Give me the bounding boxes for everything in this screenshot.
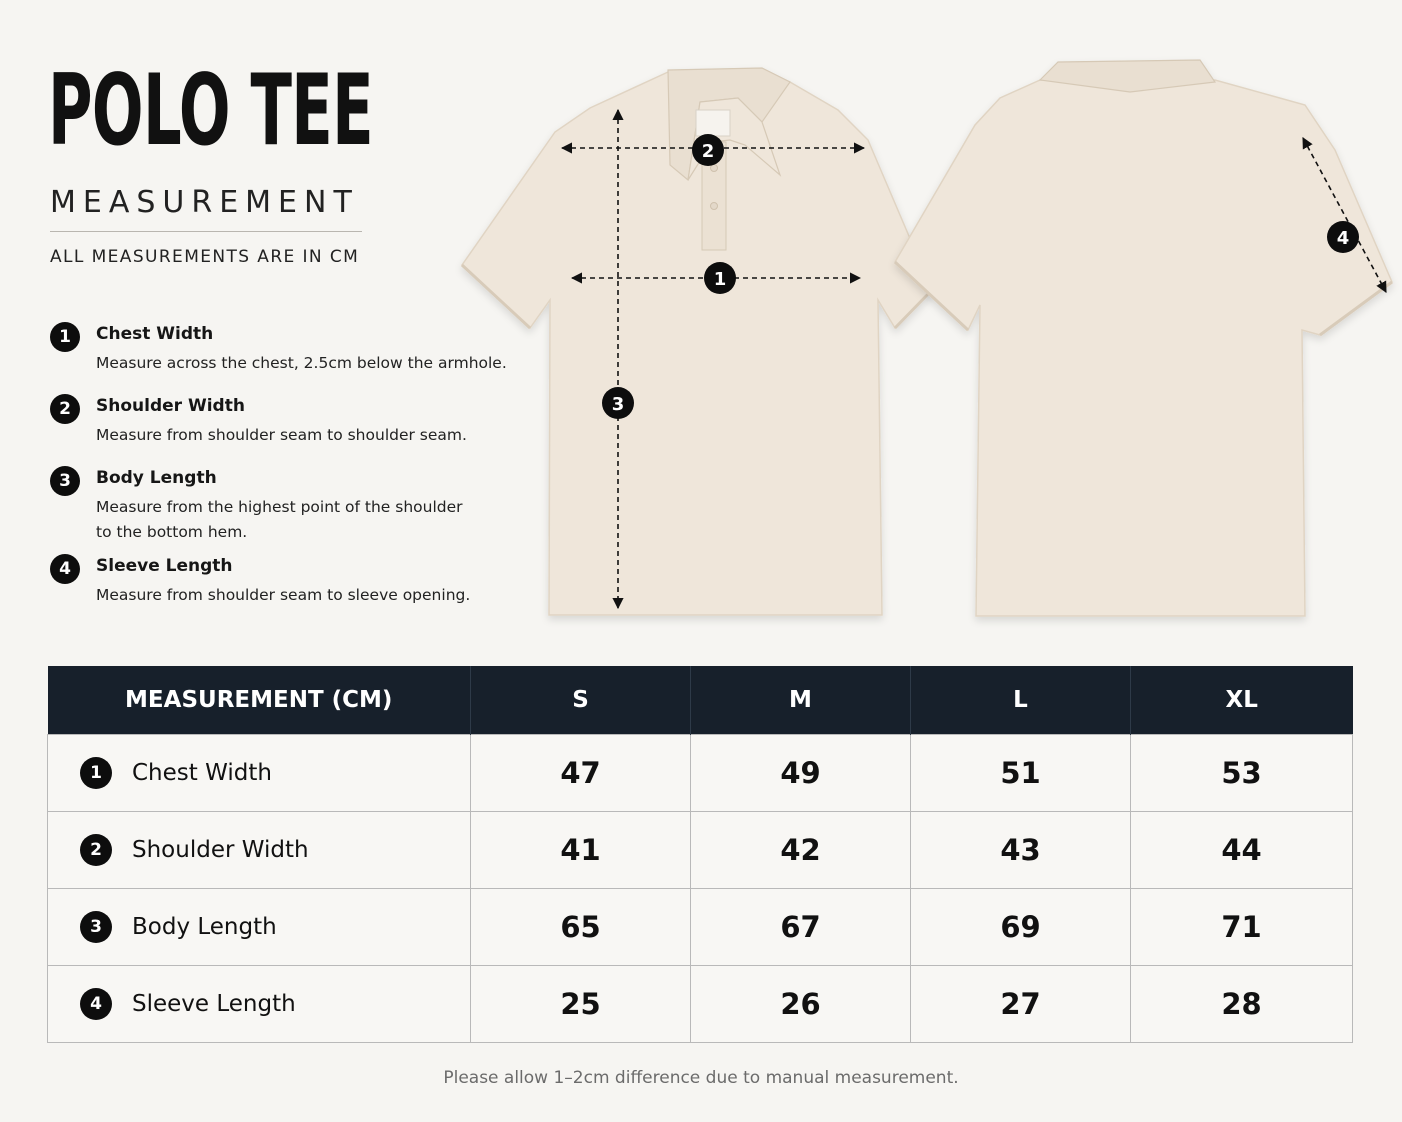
header-size-l: L <box>911 666 1131 735</box>
row-label: Shoulder Width <box>132 837 309 863</box>
marker-badge: 4 <box>80 988 112 1020</box>
table-row <box>48 966 1353 1043</box>
header-measurement: MEASUREMENT (CM) <box>48 666 471 735</box>
legend-description: Measure across the chest, 2.5cm below the armhole. <box>96 354 507 372</box>
marker-3 <box>602 387 634 419</box>
page-title: POLO TEE <box>48 54 374 168</box>
marker-badge: 3 <box>80 911 112 943</box>
value-cell: 53 <box>1131 735 1353 812</box>
marker-badge: 2 <box>50 394 80 424</box>
value-cell: 25 <box>471 966 691 1043</box>
header-size-s: S <box>471 666 691 735</box>
marker-1-label: 1 <box>713 269 727 290</box>
legend-title: Body Length <box>96 468 217 488</box>
footer-note: Please allow 1–2cm difference due to manual measurement. <box>443 1068 959 1088</box>
marker-3-label: 3 <box>611 394 625 415</box>
polo-tee-diagram <box>440 40 1402 640</box>
table-header-row <box>48 666 1353 735</box>
header-size-xl: XL <box>1131 666 1353 735</box>
size-chart-table <box>47 666 1353 1043</box>
marker-badge: 3 <box>50 466 80 496</box>
back-view-shirt <box>895 60 1392 616</box>
value-cell: 44 <box>1131 812 1353 889</box>
legend-title: Chest Width <box>96 324 214 344</box>
marker-badge: 4 <box>50 554 80 584</box>
value-cell: 26 <box>691 966 911 1043</box>
value-cell: 67 <box>691 889 911 966</box>
row-label: Body Length <box>132 914 277 940</box>
units-note: ALL MEASUREMENTS ARE IN CM <box>50 247 360 267</box>
marker-2-label: 2 <box>701 141 715 162</box>
value-cell: 49 <box>691 735 911 812</box>
row-label-cell <box>48 889 471 966</box>
value-cell: 28 <box>1131 966 1353 1043</box>
marker-badge: 1 <box>80 757 112 789</box>
value-cell: 69 <box>911 889 1131 966</box>
value-cell: 42 <box>691 812 911 889</box>
title-divider <box>50 231 362 232</box>
value-cell: 47 <box>471 735 691 812</box>
value-cell: 43 <box>911 812 1131 889</box>
legend-description: Measure from shoulder seam to shoulder seam. <box>96 426 467 444</box>
value-cell: 41 <box>471 812 691 889</box>
header-size-m: M <box>691 666 911 735</box>
value-cell: 51 <box>911 735 1131 812</box>
table-row <box>48 735 1353 812</box>
legend-title: Sleeve Length <box>96 556 233 576</box>
row-label-cell <box>48 812 471 889</box>
row-label-cell <box>48 966 471 1043</box>
value-cell: 65 <box>471 889 691 966</box>
row-label: Sleeve Length <box>132 991 296 1017</box>
marker-badge: 2 <box>80 834 112 866</box>
row-label: Chest Width <box>132 760 272 786</box>
page-subtitle: MEASUREMENT <box>50 185 359 220</box>
marker-4 <box>1327 221 1359 253</box>
marker-4-label: 4 <box>1336 228 1350 249</box>
row-label-cell <box>48 735 471 812</box>
value-cell: 27 <box>911 966 1131 1043</box>
table-row <box>48 812 1353 889</box>
marker-badge: 1 <box>50 322 80 352</box>
table-row <box>48 889 1353 966</box>
legend-description: Measure from shoulder seam to sleeve opening. <box>96 586 471 604</box>
marker-1 <box>704 262 736 294</box>
marker-2 <box>692 134 724 166</box>
legend-description: Measure from the highest point of the shoulder to the bottom hem. <box>96 498 463 541</box>
legend-title: Shoulder Width <box>96 396 245 416</box>
value-cell: 71 <box>1131 889 1353 966</box>
